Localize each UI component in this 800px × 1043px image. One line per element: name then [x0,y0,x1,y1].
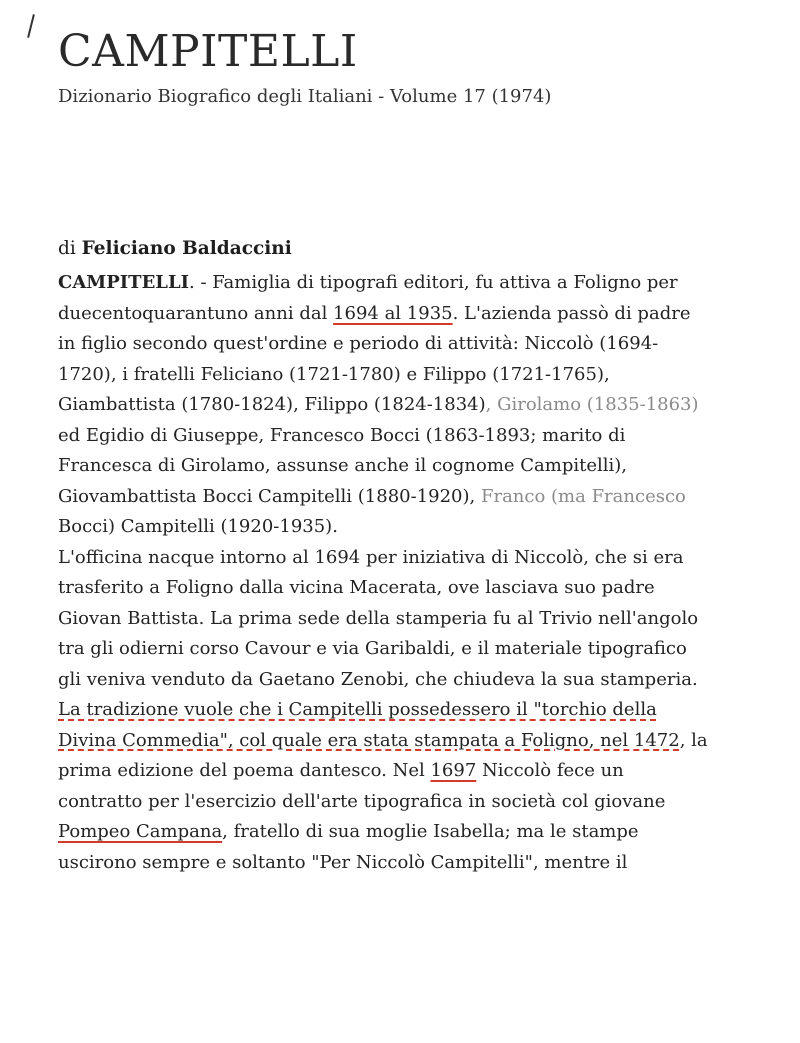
text-line: uscirono sempre e soltanto "Per Niccolò Campitelli", mentre il [58,851,628,873]
text-line: in figlio secondo quest'ordine e periodo di attività: Niccolò (1694- [58,333,659,354]
text-line: Francesca di Girolamo, assunse anche il cognome Campitelli), [58,455,628,476]
page-title: CAMPITELLI [58,26,358,77]
author-name: Feliciano Baldaccini [81,238,292,259]
text-line: 1720), i fratelli Feliciano (1721-1780) e Filippo (1721-1765), [58,363,610,385]
underlined-name: Pompeo Campana [58,821,223,842]
text-line [58,817,788,848]
page-subtitle: Dizionario Biografico degli Italiani - Volume 17 (1974) [58,86,552,107]
text-segment: duecentoquarantuno anni dal [58,302,334,324]
text-segment: Giambattista (1780-1824), Filippo (1824-1834) [58,394,486,415]
text-segment: Niccolò fece un [476,760,624,781]
underlined-line: La tradizione vuole che i Campitelli possedessero il "torchio della [58,699,657,720]
text-line: ed Egidio di Giuseppe, Francesco Bocci (1863-1893; marito di [58,424,626,446]
article-body [58,268,788,878]
text-line: gli veniva venduto da Gaetano Zenobi, che chiudeva la sua stamperia. [58,668,698,690]
faded-text: , Girolamo (1835-1863) [485,394,699,415]
author-byline [58,238,292,259]
text-segment: , la [679,729,708,751]
byline-prefix: di [58,238,76,259]
underlined-years: 1694 al 1935 [333,302,453,324]
text-segment: Giovambattista Bocci Campitelli (1880-1920), [58,485,481,507]
text-line [58,299,788,330]
text-line: trasferito a Foligno dalla vicina Macerata, ove lasciava suo padre [58,577,655,598]
text-segment: prima edizione del poema dantesco. Nel [58,760,431,781]
text-line [58,390,788,421]
text-line: tra gli odierni corso Cavour e via Garibaldi, e il materiale tipografico [58,638,687,659]
text-line: contratto per l'esercizio dell'arte tipografica in società col giovane [58,790,666,812]
text-segment: . L'azienda passò di padre [452,302,691,324]
text-line [58,482,788,513]
text-segment: , fratello di sua moglie Isabella; ma le stampe [222,821,639,842]
pen-mark [27,14,35,38]
text-segment: . - Famiglia di tipografi editori, fu attiva a Foligno per [189,272,678,293]
text-line [58,268,788,299]
text-line: Bocci) Campitelli (1920-1935). [58,516,338,537]
text-line: L'officina nacque intorno al 1694 per iniziativa di Niccolò, che si era [58,546,684,568]
underlined-text: Divina Commedia", col quale era stata stampata a Foligno, nel 1472 [58,729,680,751]
text-line [58,726,788,757]
entry-name: CAMPITELLI [58,272,190,293]
faded-text: Franco (ma Francesco [480,485,686,507]
text-line [58,756,788,787]
text-line: Giovan Battista. La prima sede della stamperia fu al Trivio nell'angolo [58,607,699,629]
underlined-year: 1697 [430,760,477,781]
